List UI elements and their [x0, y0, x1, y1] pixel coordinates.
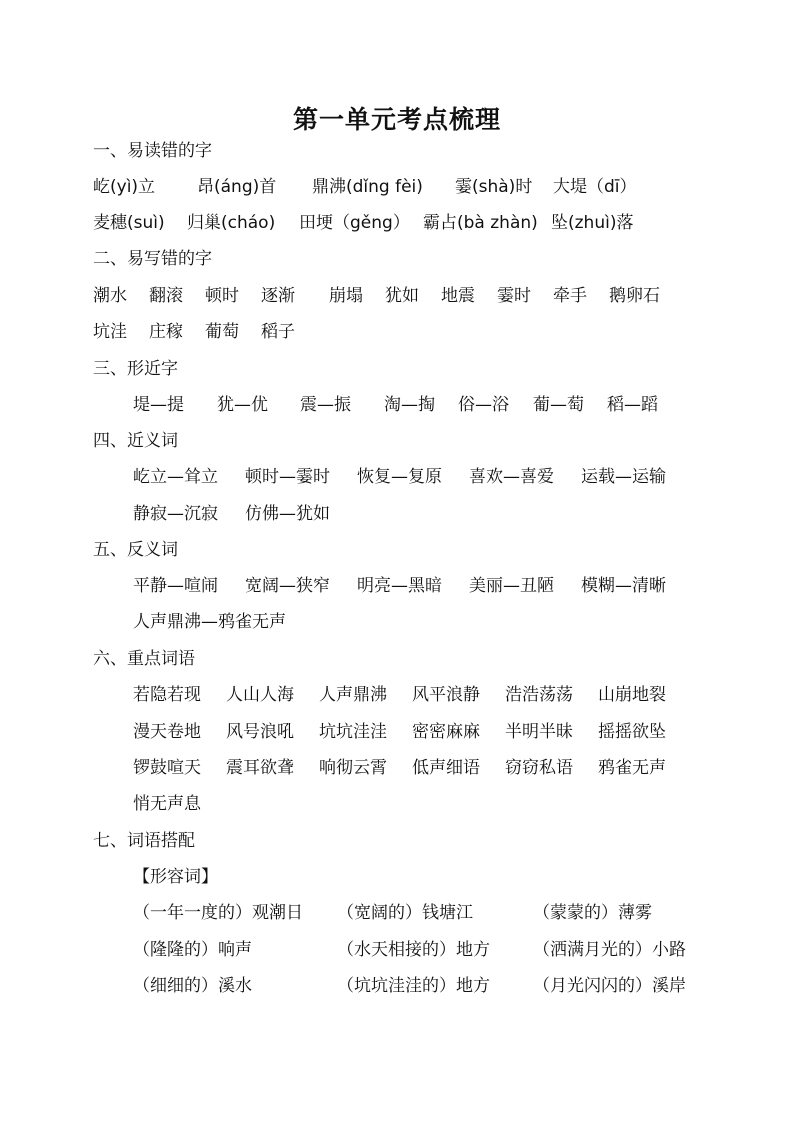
idiom-item: 窃窃私语 [505, 758, 573, 778]
idiom-item: 锣鼓喧天 [133, 758, 201, 778]
pinyin-item: 霸占(bà zhàn) [423, 213, 538, 233]
word-item: 鹅卵石 [609, 286, 660, 306]
word-pair: 仿佛—犹如 [245, 504, 330, 524]
word-item: 翻滚 [149, 286, 183, 306]
pinyin-item: 昂(áng)首 [197, 177, 277, 197]
word-item: 顿时 [205, 286, 239, 306]
idiom-item: 坑坑洼洼 [319, 722, 387, 742]
section-heading-2: 二、易写错的字 [93, 249, 212, 269]
word-pair: 美丽—丑陋 [469, 576, 554, 596]
idiom-item: 半明半昧 [505, 722, 573, 742]
word-item: 潮水 [93, 286, 127, 306]
idiom-item: 鸦雀无声 [598, 758, 666, 778]
idiom-item: 人声鼎沸 [319, 685, 387, 705]
idiom-item: 低声细语 [412, 758, 480, 778]
collocation-item: （细细的）溪水 [133, 976, 252, 996]
idiom-item: 悄无声息 [133, 794, 201, 814]
idiom-item: 风平浪静 [412, 685, 480, 705]
word-pair: 静寂—沉寂 [133, 504, 218, 524]
collocation-item: （一年一度的）观潮日 [133, 903, 303, 923]
word-pair: 屹立—耸立 [133, 467, 218, 487]
word-pair: 犹—优 [217, 395, 268, 415]
word-pair: 明亮—黑暗 [357, 576, 442, 596]
section-heading-5: 五、反义词 [93, 540, 178, 560]
section-heading-7: 七、词语搭配 [93, 831, 195, 851]
word-pair: 俗—浴 [458, 395, 509, 415]
pinyin-item: 麦穗(suì) [93, 213, 165, 233]
word-pair: 模糊—清晰 [581, 576, 666, 596]
pinyin-item: 大堤（dī） [553, 177, 637, 197]
word-pair: 淘—掏 [384, 395, 435, 415]
word-pair: 喜欢—喜爱 [469, 467, 554, 487]
collocation-item: （洒满月光的）小路 [533, 940, 686, 960]
idiom-item: 浩浩荡荡 [505, 685, 573, 705]
pinyin-item: 霎(shà)时 [455, 177, 533, 197]
idiom-item: 密密麻麻 [412, 722, 480, 742]
word-item: 庄稼 [149, 322, 183, 342]
idiom-item: 响彻云霄 [319, 758, 387, 778]
collocation-item: （隆隆的）响声 [133, 940, 252, 960]
word-pair: 堤—提 [133, 395, 184, 415]
section-heading-1: 一、易读错的字 [93, 141, 212, 161]
word-item: 坑洼 [93, 322, 127, 342]
word-pair: 运载—运输 [581, 467, 666, 487]
page-title: 第一单元考点梳理 [292, 105, 501, 134]
word-item: 牵手 [553, 286, 587, 306]
word-item: 地震 [441, 286, 475, 306]
pinyin-item: 坠(zhuì)落 [551, 213, 634, 233]
idiom-item: 若隐若现 [133, 685, 201, 705]
pinyin-item: 田埂（gěng） [299, 213, 410, 233]
word-pair: 人声鼎沸—鸦雀无声 [133, 612, 286, 632]
word-item: 葡萄 [205, 322, 239, 342]
word-item: 犹如 [385, 286, 419, 306]
word-pair: 顿时—霎时 [245, 467, 330, 487]
section-heading-3: 三、形近字 [93, 359, 178, 379]
word-pair: 震—振 [300, 395, 351, 415]
pinyin-item: 归巢(cháo) [187, 213, 276, 233]
idiom-item: 摇摇欲坠 [598, 722, 666, 742]
word-item: 稻子 [261, 322, 295, 342]
idiom-item: 漫天卷地 [133, 722, 201, 742]
word-pair: 平静—喧闹 [133, 576, 218, 596]
word-pair: 恢复—复原 [357, 467, 442, 487]
pinyin-item: 屹(yì)立 [93, 177, 156, 197]
section-heading-4: 四、近义词 [93, 431, 178, 451]
idiom-item: 人山人海 [226, 685, 294, 705]
word-pair: 稻—蹈 [607, 395, 658, 415]
word-pair: 宽阔—狭窄 [245, 576, 330, 596]
section-7-subheading: 【形容词】 [133, 867, 218, 887]
idiom-item: 山崩地裂 [598, 685, 666, 705]
pinyin-item: 鼎沸(dǐng fèi) [312, 177, 423, 197]
idiom-item: 风号浪吼 [226, 722, 294, 742]
collocation-item: （宽阔的）钱塘江 [337, 903, 473, 923]
word-item: 逐渐 [261, 286, 295, 306]
section-heading-6: 六、重点词语 [93, 649, 195, 669]
collocation-item: （水天相接的）地方 [337, 940, 490, 960]
word-item: 崩塌 [329, 286, 363, 306]
collocation-item: （坑坑洼洼的）地方 [337, 976, 490, 996]
collocation-item: （月光闪闪的）溪岸 [533, 976, 686, 996]
idiom-item: 震耳欲聋 [226, 758, 294, 778]
collocation-item: （蒙蒙的）薄雾 [533, 903, 652, 923]
word-pair: 葡—萄 [533, 395, 584, 415]
word-item: 霎时 [497, 286, 531, 306]
